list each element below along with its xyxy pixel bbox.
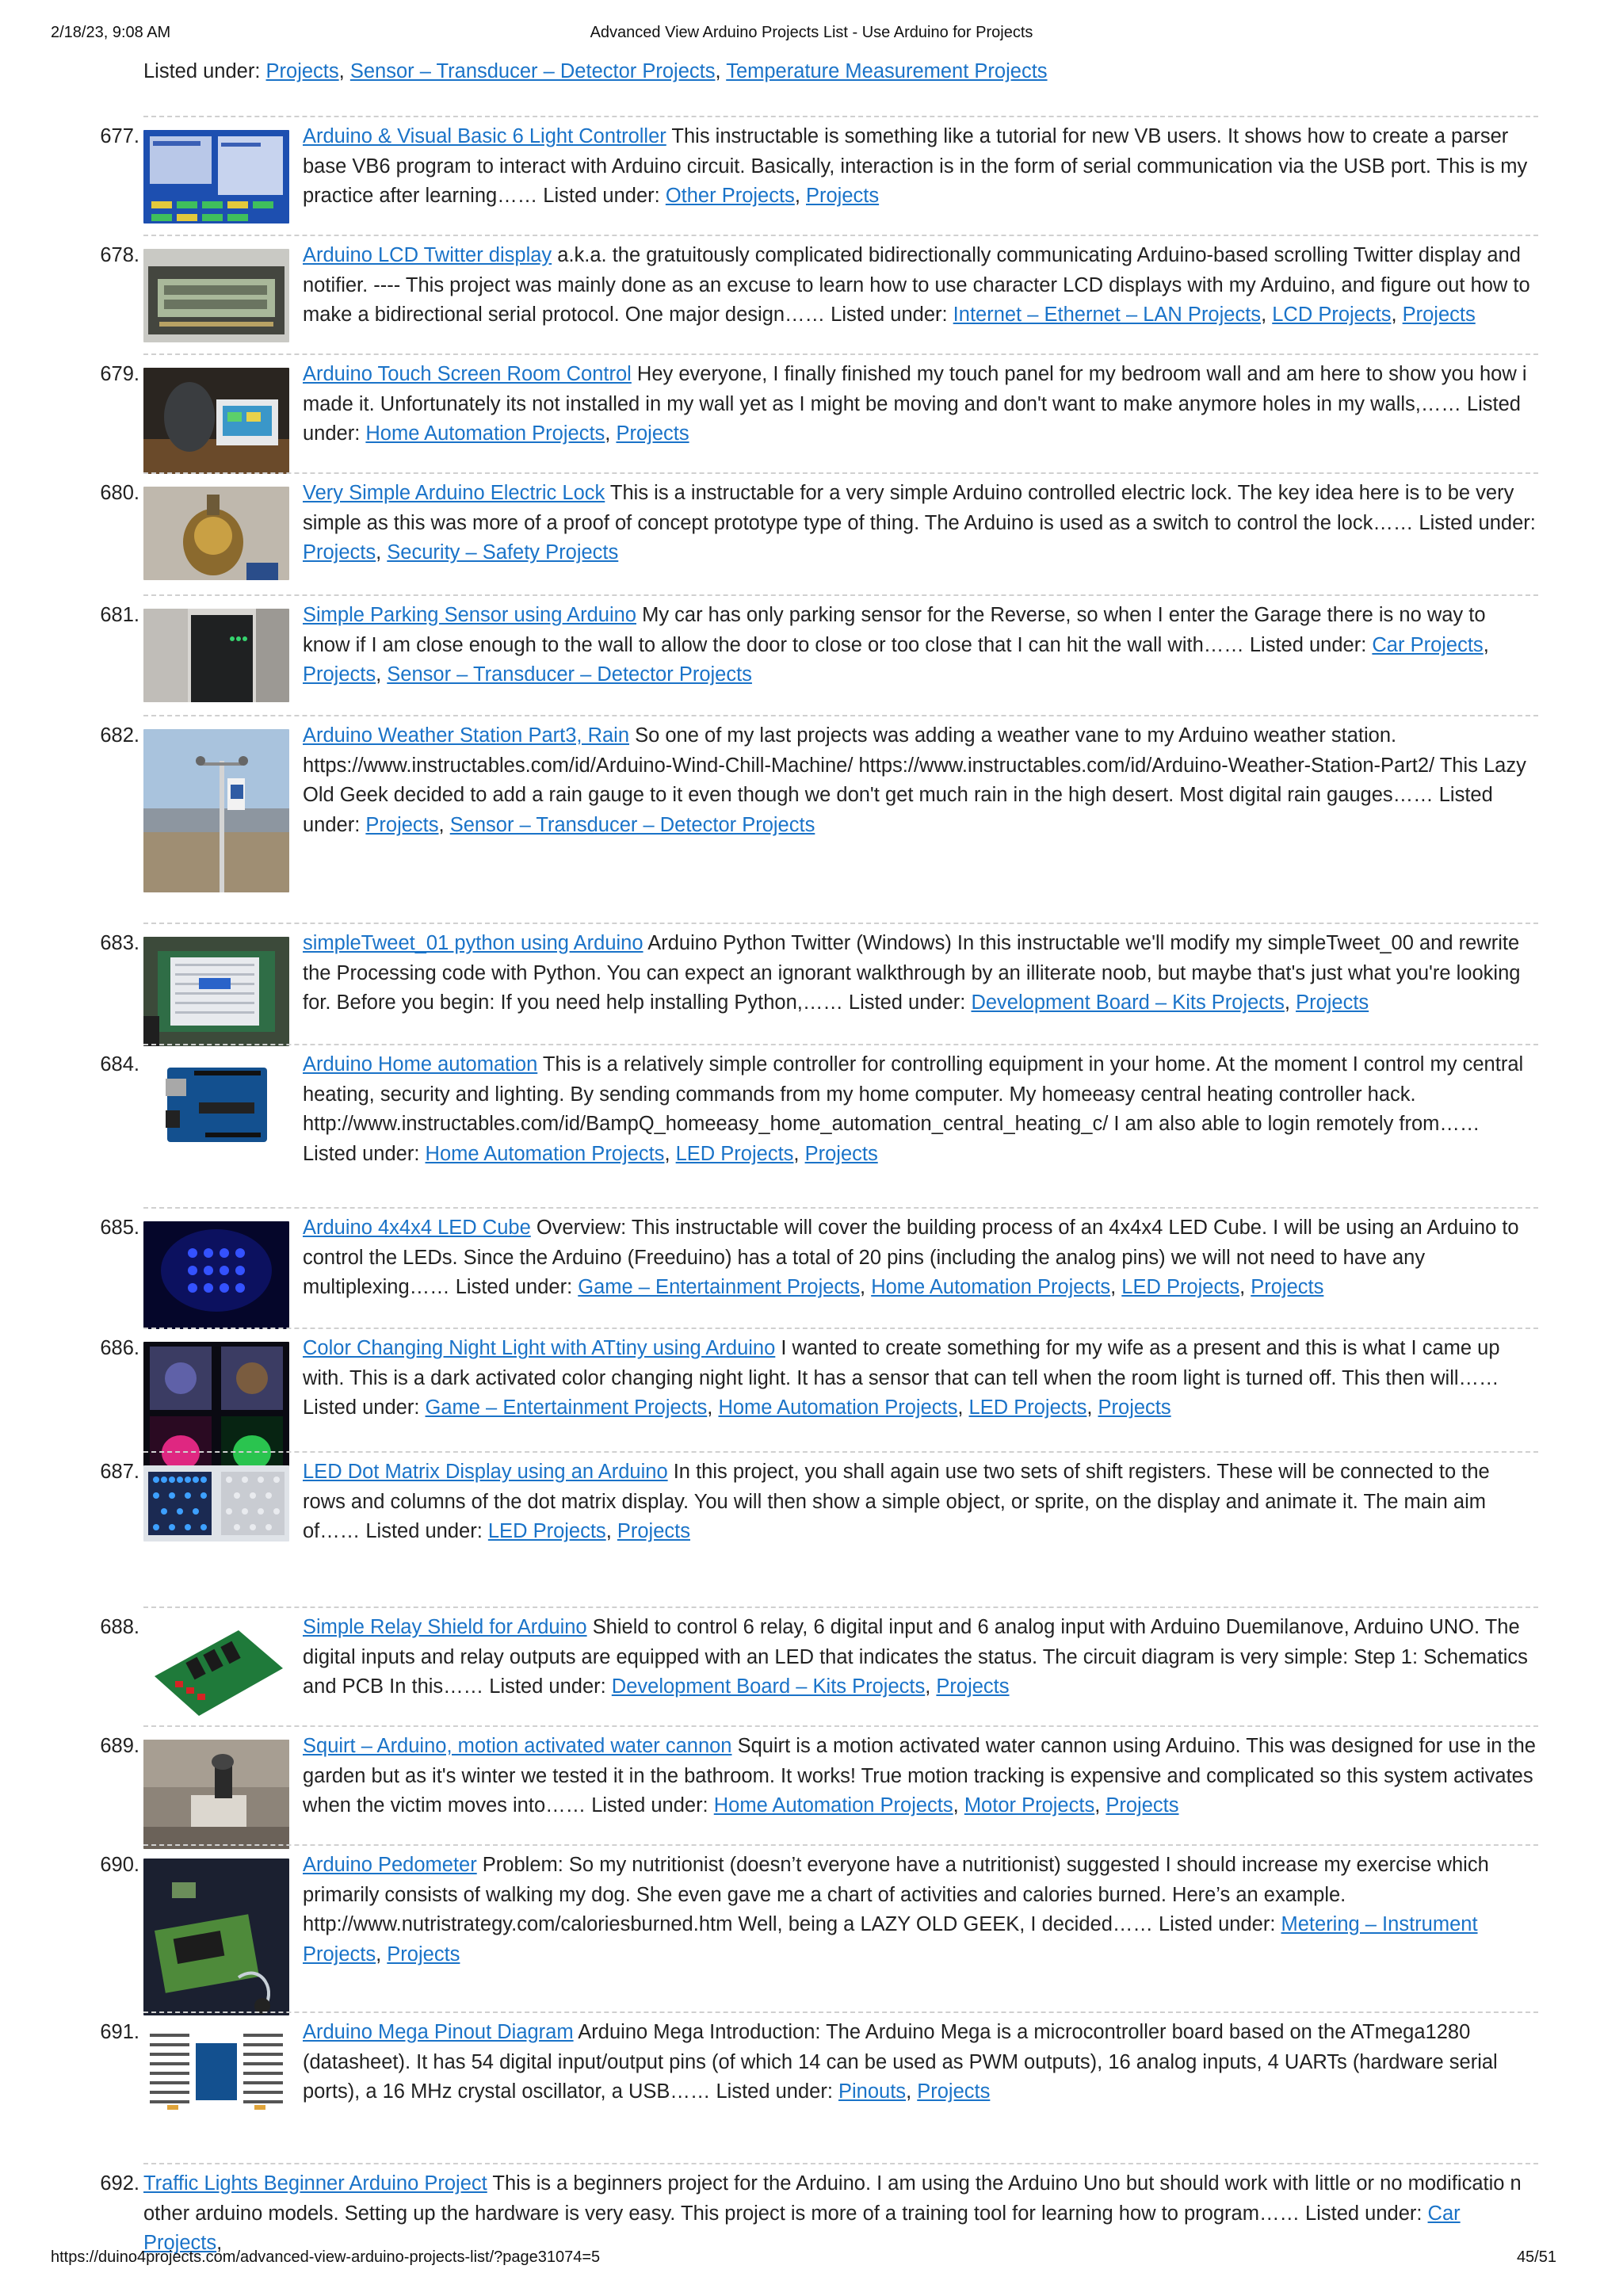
category-link[interactable]: Projects xyxy=(1251,1276,1324,1298)
entry-separator xyxy=(143,923,1538,924)
project-thumbnail[interactable] xyxy=(143,130,289,223)
project-title-link[interactable]: Arduino Home automation xyxy=(303,1053,538,1075)
entry-number: 678. xyxy=(100,244,139,266)
project-title-link[interactable]: Arduino 4x4x4 LED Cube xyxy=(303,1217,531,1239)
category-link[interactable]: Development Board – Kits Projects xyxy=(971,991,1285,1014)
entry-number: 691. xyxy=(100,2021,139,2043)
category-link[interactable]: Projects xyxy=(616,422,689,445)
category-link[interactable]: LED Projects xyxy=(1121,1276,1240,1298)
night-light-photo xyxy=(143,1342,289,1484)
electric-lock-photo xyxy=(143,487,289,580)
category-link[interactable]: Projects xyxy=(1106,1794,1179,1817)
category-link[interactable]: Projects xyxy=(1296,991,1369,1014)
project-summary: Arduino Mega Introduction: The Arduino Mega is a microcontroller board based on the ATmega1280 (datasheet). It has 54 digital input/output pins (of which 14 can be used as PWM outputs), 16 analog inputs, 4 UARTs (hardware serial ports), a 16 MHz crystal oscillator, a USB…… Listed under: xyxy=(303,2021,1498,2103)
category-link[interactable]: LED Projects xyxy=(675,1142,794,1165)
parking-sensor-photo xyxy=(143,609,289,702)
project-summary: Problem: So my nutritionist (doesn’t everyone have a nutritionist) suggested I should increase my exercise which primarily consists of walking my dog. She even gave me a chart of activities and calories burned. Here’s an example. http://www.nutristrategy.com/caloriesburned.htm Well, being a LAZY OLD GEEK, I decided…… Listed under: xyxy=(303,1854,1489,1935)
project-title-link[interactable]: Very Simple Arduino Electric Lock xyxy=(303,482,605,504)
entry-separator xyxy=(143,1451,1538,1453)
touch-screen-photo xyxy=(143,368,289,474)
category-link[interactable]: Projects xyxy=(265,60,339,82)
category-link[interactable]: LED Projects xyxy=(487,1520,606,1542)
project-thumbnail[interactable] xyxy=(143,1342,289,1484)
weather-station-photo xyxy=(143,729,289,892)
entry-number: 679. xyxy=(100,363,139,385)
category-link[interactable]: Projects xyxy=(1098,1396,1171,1419)
breadboard-photo xyxy=(143,937,289,1046)
entry-description: Squirt – Arduino, motion activated water cannon Squirt is a motion activated water cannon using Arduino. This was designed for use in the garden but as it's winter we tested it in the bathroom. It works! True motion tracking is expensive and complicated so this system activates when the victim moves into…… Listed under: Home Automation Projects, Motor Projects, Projects xyxy=(303,1735,1536,1817)
project-thumbnail[interactable] xyxy=(143,729,289,892)
project-thumbnail[interactable] xyxy=(143,1058,289,1152)
project-summary: In this project, you shall again use two sets of shift registers. These will be connected to the rows and columns of the dot matrix display. You will then show a simple object, or sprite, on the display and animate it. The main aim of…… Listed under: xyxy=(303,1461,1490,1542)
category-link[interactable]: Game – Entertainment Projects xyxy=(425,1396,708,1419)
relay-shield-photo xyxy=(143,1621,289,1722)
entry-number: 686. xyxy=(100,1337,139,1359)
project-title-link[interactable]: Simple Parking Sensor using Arduino xyxy=(303,604,636,626)
category-link[interactable]: Game – Entertainment Projects xyxy=(578,1276,861,1298)
entry-number: 683. xyxy=(100,932,139,954)
project-summary: Shield to control 6 relay, 6 digital input and 6 analog input with Arduino Duemilanove, Arduino UNO. The digital inputs and relay outputs are equipped with an LED that indicates the status. The circuit diagram is very simple: Step 1: Schematics and PCB In this…… Listed under: xyxy=(303,1616,1528,1698)
trailing-punct: , xyxy=(216,2232,223,2254)
category-link[interactable]: Projects xyxy=(804,1142,878,1165)
entry-separator xyxy=(143,1207,1538,1209)
project-summary: This is a relatively simple controller for controlling equipment in your home. At the moment I control my central heating, security and lighting. By sending commands from my home computer. My homeeasy central heating controller hack. http://www.instructables.com/id/BampQ_homeeasy_home_automation_central_heating_c/ I am also able to login remotely from…… Listed under: xyxy=(303,1053,1524,1165)
project-thumbnail[interactable] xyxy=(143,249,289,342)
project-summary: My car has only parking sensor for the Reverse, so when I enter the Garage there is no way to know if I am close enough to the wall to allow the door to close or too close that I can hit the wall with…… Listed under: xyxy=(303,604,1486,656)
project-title-link[interactable]: Arduino Weather Station Part3, Rain xyxy=(303,724,630,747)
category-link[interactable]: Home Automation Projects xyxy=(365,422,605,445)
project-summary: This is a instructable for a very simple Arduino controlled electric lock. The key idea here is to be very simple as this was more of a proof of concept prototype type of thing. The Arduino is used as a switch to control the lock…… Listed under: xyxy=(303,482,1536,534)
project-title-link[interactable]: Arduino Mega Pinout Diagram xyxy=(303,2021,574,2043)
category-link[interactable]: Other Projects xyxy=(665,185,795,207)
project-thumbnail[interactable] xyxy=(143,1221,289,1329)
entry-description: Arduino Touch Screen Room Control Hey everyone, I finally finished my touch panel for my bedroom wall and am here to show you how i made it. Unfortunately its not installed in my wall yet as I might be moving and don't want to make anymore holes in my walls,…… Listed under: Home Automation Projects, Projects xyxy=(303,363,1527,445)
entry-separator xyxy=(143,472,1538,474)
project-title-link[interactable]: Arduino & Visual Basic 6 Light Controller xyxy=(303,125,666,147)
project-title-link[interactable]: Traffic Lights Beginner Arduino Project xyxy=(143,2172,487,2195)
category-link[interactable]: Projects xyxy=(387,1943,460,1966)
category-link[interactable]: Development Board – Kits Projects xyxy=(611,1675,926,1698)
entry-description: Arduino Mega Pinout Diagram Arduino Mega Introduction: The Arduino Mega is a microcontroller board based on the ATmega1280 (datasheet). It has 54 digital input/output pins (of which 14 can be used as PWM outputs), 16 analog inputs, 4 UARTs (hardware serial ports), a 16 MHz crystal oscillator, a USB…… Listed under: Pinouts, Projects xyxy=(303,2021,1498,2103)
project-summary: Squirt is a motion activated water cannon using Arduino. This was designed for use in the garden but as it's winter we tested it in the bathroom. It works! True motion tracking is expensive and complicated so this system activates when the victim moves into…… Listed under: xyxy=(303,1735,1536,1817)
arduino-board-photo xyxy=(143,1058,289,1152)
entry-separator xyxy=(143,1725,1538,1727)
project-thumbnail[interactable] xyxy=(143,368,289,474)
category-link[interactable]: Pinouts xyxy=(838,2080,907,2103)
vb-light-controller-screenshot xyxy=(143,130,289,223)
entry-number: 677. xyxy=(100,125,139,147)
category-link[interactable]: LCD Projects xyxy=(1272,304,1392,326)
project-summary: Arduino Python Twitter (Windows) In this instructable we'll modify my simpleTweet_00 and rewrite the Processing code with Python. You can expect an ignorant walkthrough by an illiterate noob, but maybe that's just what you're looking for. Before you begin: If you need help installing Python,…… Listed under: xyxy=(303,932,1521,1014)
entry-number: 681. xyxy=(100,604,139,626)
project-summary: Overview: This instructable will cover the building process of an 4x4x4 LED Cube. I will be using an Arduino to control the LEDs. Since the Arduino (Freeduino) has a total of 20 pins (including the analog pins) we will not need to have any multiplexing…… Listed under: xyxy=(303,1217,1519,1298)
category-link[interactable]: Home Automation Projects xyxy=(718,1396,958,1419)
lcd-display-photo xyxy=(143,249,289,342)
entry-description: Arduino Weather Station Part3, Rain So one of my last projects was adding a weather vane to my Arduino weather station. https://www.instructables.com/id/Arduino-Wind-Chill-Machine/ https://www.instructables.com/id/Arduino-Weather-Station-Part2/ This Lazy Old Geek decided to add a rain gauge to it even though we don't get much rain in the high desert. Most digital rain gauges…… Listed under: Projects, Sensor – Transducer – Detector Projects xyxy=(303,724,1526,836)
category-link[interactable]: Metering – Instrument Projects xyxy=(303,1913,1478,1966)
category-link[interactable]: Projects xyxy=(303,541,376,563)
entry-separator xyxy=(143,1606,1538,1608)
entry-number: 688. xyxy=(100,1616,139,1638)
listed-under-label: Listed under: xyxy=(143,60,266,82)
entry-separator xyxy=(143,116,1538,117)
category-link[interactable]: Projects xyxy=(303,663,376,686)
entry-separator xyxy=(143,2011,1538,2013)
project-title-link[interactable]: Squirt – Arduino, motion activated water cannon xyxy=(303,1735,732,1757)
print-page-number: 45/51 xyxy=(1516,2248,1556,2266)
entry-description: LED Dot Matrix Display using an Arduino In this project, you shall again use two sets of shift registers. These will be connected to the rows and columns of the dot matrix display. You will then show a simple object, or sprite, on the display and animate it. The main aim of…… Listed under: LED Projects, Projects xyxy=(303,1461,1490,1542)
project-summary: So one of my last projects was adding a weather vane to my Arduino weather station. https://www.instructables.com/id/Arduino-Wind-Chill-Machine/ https://www.instructables.com/id/Arduino-Weather-Station-Part2/ This Lazy Old Geek decided to add a rain gauge to it even though we don't get much rain in the high desert. Most digital rain gauges…… Listed under: xyxy=(303,724,1526,836)
print-page-title: Advanced View Arduino Projects List - Use Arduino for Projects xyxy=(590,24,1033,41)
entry-description: Arduino Pedometer Problem: So my nutritionist (doesn’t everyone have a nutritionist) suggested I should increase my exercise which primarily consists of walking my dog. She even gave me a chart of activities and calories burned. Here’s an example. http://www.nutristrategy.com/caloriesburned.htm Well, being a LAZY OLD GEEK, I decided…… Listed under: Metering – Instrument Projects, Projects xyxy=(303,1854,1489,1966)
print-footer xyxy=(0,2248,1623,2272)
entry-description: Color Changing Night Light with ATtiny using Arduino I wanted to create something for my wife as a present and this is what I came up with. This is a dark activated color changing night light. It has a sensor that can tell when the room light is turned off. This then will…… Listed under: Game – Entertainment Projects, Home Automation Projects, LED Projects, Projects xyxy=(303,1337,1500,1419)
print-datetime: 2/18/23, 9:08 AM xyxy=(51,24,171,41)
project-summary: Hey everyone, I finally finished my touch panel for my bedroom wall and am here to show you how i made it. Unfortunately its not installed in my wall yet as I might be moving and don't want to make anymore holes in my walls,…… Listed under: xyxy=(303,363,1527,445)
project-thumbnail[interactable] xyxy=(143,1740,289,1849)
entry-separator xyxy=(143,1844,1538,1846)
project-title-link[interactable]: Arduino Pedometer xyxy=(303,1854,477,1876)
pedometer-photo xyxy=(143,1859,289,2015)
project-title-link[interactable]: simpleTweet_01 python using Arduino xyxy=(303,932,643,954)
project-thumbnail[interactable] xyxy=(143,609,289,702)
category-link[interactable]: Projects xyxy=(936,1675,1010,1698)
entry-description: Arduino & Visual Basic 6 Light Controller This instructable is something like a tutorial for new VB users. It shows how to create a parser base VB6 program to interact with Arduino circuit. Basically, interaction is in the form of serial communication via the USB port. This is my practice after learning…… Listed under: Other Projects, Projects xyxy=(303,125,1528,207)
entry-separator xyxy=(143,1328,1538,1329)
entry-description: Arduino LCD Twitter display a.k.a. the gratuitously complicated bidirectionally communicating Arduino-based scrolling Twitter display and notifier. ---- This project was mainly done as an excuse to learn how to use character LCD displays with my Arduino, and figure out how to make a bidirectional serial protocol. One major design…… Listed under: Internet – Ethernet – LAN Projects, LCD Projects, Projects xyxy=(303,244,1530,326)
project-thumbnail[interactable] xyxy=(143,1621,289,1722)
category-link[interactable]: Projects xyxy=(365,813,439,836)
project-summary: This is a beginners project for the Arduino. I am using the Arduino Uno but should work with little or no modificatio n other arduino models. Setting up the hardware is very easy. This project is more of a training tool for learning how to program…… Listed under: xyxy=(143,2172,1522,2225)
project-title-link[interactable]: Arduino LCD Twitter display xyxy=(303,244,552,266)
category-link[interactable]: Projects xyxy=(1402,304,1476,326)
entry-number: 690. xyxy=(100,1854,139,1876)
entry-number: 685. xyxy=(100,1217,139,1239)
project-summary: This instructable is something like a tutorial for new VB users. It shows how to create a parser base VB6 program to interact with Arduino circuit. Basically, interaction is in the form of serial communication via the USB port. This is my practice after learning…… Listed under: xyxy=(303,125,1528,207)
project-summary: I wanted to create something for my wife as a present and this is what I came up with. This is a dark activated color changing night light. It has a sensor that can tell when the room light is turned off. This then will…… Listed under: xyxy=(303,1337,1500,1419)
project-title-link[interactable]: Simple Relay Shield for Arduino xyxy=(303,1616,587,1638)
entry-number: 682. xyxy=(100,724,139,747)
entry-separator xyxy=(143,715,1538,716)
category-link[interactable]: Projects xyxy=(805,185,880,207)
entry-description: Simple Parking Sensor using Arduino My car has only parking sensor for the Reverse, so when I enter the Garage there is no way to know if I am close enough to the wall to allow the door to close or too close that I can hit the wall with…… Listed under: Car Projects, Projects, Sensor – Transducer – Detector Projects xyxy=(303,604,1489,686)
top-listed-under: Listed under: Projects, Sensor – Transducer – Detector Projects, Temperature Measurement Projects xyxy=(143,60,1048,82)
project-thumbnail[interactable] xyxy=(143,487,289,580)
entry-separator xyxy=(143,235,1538,236)
dot-matrix-photo xyxy=(143,1465,289,1541)
entry-description: Simple Relay Shield for Arduino Shield to control 6 relay, 6 digital input and 6 analog input with Arduino Duemilanove, Arduino UNO. The digital inputs and relay outputs are equipped with an LED that indicates the status. The circuit diagram is very simple: Step 1: Schematics and PCB In this…… Listed under: Development Board – Kits Projects, Projects xyxy=(303,1616,1528,1698)
project-summary: a.k.a. the gratuitously complicated bidirectionally communicating Arduino-based scrolling Twitter display and notifier. ---- This project was mainly done as an excuse to learn how to use character LCD displays with my Arduino, and figure out how to make a bidirectional serial protocol. One major design…… Listed under: xyxy=(303,244,1530,326)
project-thumbnail[interactable] xyxy=(143,1465,289,1541)
entry-number: 687. xyxy=(100,1461,139,1483)
entry-separator xyxy=(143,353,1538,355)
project-title-link[interactable]: Color Changing Night Light with ATtiny using Arduino xyxy=(303,1337,776,1359)
entry-description: Arduino 4x4x4 LED Cube Overview: This instructable will cover the building process of an 4x4x4 LED Cube. I will be using an Arduino to control the LEDs. Since the Arduino (Freeduino) has a total of 20 pins (including the analog pins) we will not need to have any multiplexing…… Listed under: Game – Entertainment Projects, Home Automation Projects, LED Projects, Projects xyxy=(303,1217,1519,1298)
category-link[interactable]: Projects xyxy=(617,1520,690,1542)
project-title-link[interactable]: LED Dot Matrix Display using an Arduino xyxy=(303,1461,668,1483)
entry-number: 684. xyxy=(100,1053,139,1075)
project-thumbnail[interactable] xyxy=(143,1859,289,2015)
entry-description: simpleTweet_01 python using Arduino Arduino Python Twitter (Windows) In this instructable we'll modify my simpleTweet_00 and rewrite the Processing code with Python. You can expect an ignorant walkthrough by an illiterate noob, but maybe that's just what you're looking for. Before you begin: If you need help installing Python,…… Listed under: Development Board – Kits Projects, Projects xyxy=(303,932,1521,1014)
category-link[interactable]: LED Projects xyxy=(968,1396,1087,1419)
category-link[interactable]: Motor Projects xyxy=(964,1794,1095,1817)
entry-separator xyxy=(143,1044,1538,1045)
water-cannon-photo xyxy=(143,1740,289,1849)
category-link[interactable]: Car Projects xyxy=(143,2202,1461,2254)
entry-number: 689. xyxy=(100,1735,139,1757)
category-link[interactable]: Security – Safety Projects xyxy=(387,541,619,563)
entry-description: Arduino Home automation This is a relatively simple controller for controlling equipment in your home. At the moment I control my central heating, security and lighting. By sending commands from my home computer. My homeeasy central heating controller hack. http://www.instructables.com/id/BampQ_homeeasy_home_automation_central_heating_c/ I am also able to login remotely from…… Listed under: Home Automation Projects, LED Projects, Projects xyxy=(303,1053,1524,1165)
entry-separator xyxy=(143,2163,1538,2164)
category-link[interactable]: Temperature Measurement Projects xyxy=(726,60,1048,82)
category-link[interactable]: Home Automation Projects xyxy=(425,1142,665,1165)
entry-description: Very Simple Arduino Electric Lock This is a instructable for a very simple Arduino controlled electric lock. The key idea here is to be very simple as this was more of a proof of concept prototype type of thing. The Arduino is used as a switch to control the lock…… Listed under: Projects, Security – Safety Projects xyxy=(303,482,1536,563)
mega-pinout-diagram xyxy=(143,2026,289,2119)
category-link[interactable]: Sensor – Transducer – Detector Projects xyxy=(349,60,716,82)
category-link[interactable]: Sensor – Transducer – Detector Projects xyxy=(449,813,815,836)
entry-separator xyxy=(143,594,1538,596)
project-thumbnail[interactable] xyxy=(143,937,289,1046)
category-link[interactable]: Car Projects xyxy=(1372,633,1484,656)
entry-description xyxy=(143,2169,1538,2259)
category-link[interactable]: Home Automation Projects xyxy=(713,1794,953,1817)
category-link[interactable]: Sensor – Transducer – Detector Projects xyxy=(387,663,752,686)
entry-number: 680. xyxy=(100,482,139,504)
led-cube-photo xyxy=(143,1221,289,1329)
category-link[interactable]: Internet – Ethernet – LAN Projects xyxy=(953,304,1262,326)
print-url: https://duino4projects.com/advanced-view-arduino-projects-list/?page31074=5 xyxy=(51,2248,601,2266)
category-link[interactable]: Projects xyxy=(917,2080,991,2103)
entry-number: 692. xyxy=(100,2172,139,2195)
project-title-link[interactable]: Arduino Touch Screen Room Control xyxy=(303,363,632,385)
category-link[interactable]: Home Automation Projects xyxy=(871,1276,1111,1298)
project-thumbnail[interactable] xyxy=(143,2026,289,2119)
